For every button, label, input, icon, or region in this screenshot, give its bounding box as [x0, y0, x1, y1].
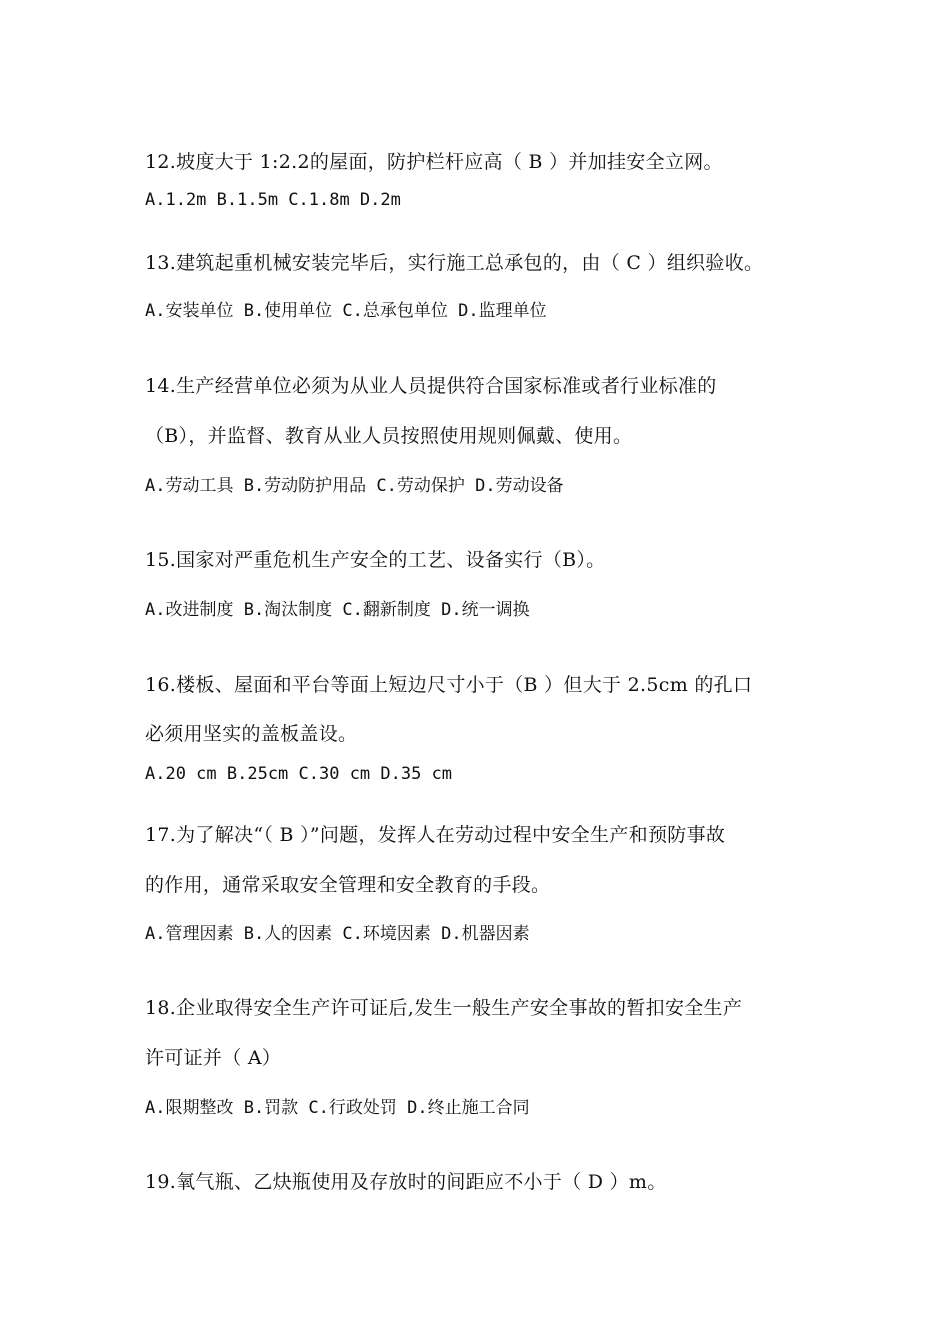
question-15-line-1: 15.国家对严重危机生产安全的工艺、设备实行（B）。: [145, 549, 606, 571]
question-13-options: A.安装单位 B.使用单位 C.总承包单位 D.监理单位: [145, 301, 547, 321]
question-14-options: A.劳动工具 B.劳动防护用品 C.劳动保护 D.劳动设备: [145, 476, 564, 496]
question-14-line-1: 14.生产经营单位必须为从业人员提供符合国家标准或者行业标准的: [145, 375, 717, 397]
question-12-line-1: 12.坡度大于 1:2.2的屋面，防护栏杆应高（ B ）并加挂安全立网。: [145, 151, 723, 173]
question-18-line-1: 18.企业取得安全生产许可证后,发生一般生产安全事故的暂扣安全生产: [145, 997, 743, 1019]
question-16-line-1: 16.楼板、屋面和平台等面上短边尺寸小于（B ）但大于 2.5cm 的孔口: [145, 674, 753, 696]
question-18-options: A.限期整改 B.罚款 C.行政处罚 D.终止施工合同: [145, 1098, 530, 1118]
question-18-line-2: 许可证并（ A）: [145, 1047, 282, 1069]
question-17-line-2: 的作用，通常采取安全管理和安全教育的手段。: [145, 874, 551, 896]
question-19-line-1: 19.氧气瓶、乙炔瓶使用及存放时的间距应不小于（ D ）m。: [145, 1171, 667, 1193]
question-16-options: A.20 cm B.25cm C.30 cm D.35 cm: [145, 764, 453, 784]
question-12-options: A.1.2m B.1.5m C.1.8m D.2m: [145, 190, 401, 210]
question-16-line-2: 必须用坚实的盖板盖设。: [145, 723, 358, 745]
question-17-line-1: 17.为了解决“（ B ）”问题，发挥人在劳动过程中安全生产和预防事故: [145, 824, 726, 846]
question-14-line-2: （B），并监督、教育从业人员按照使用规则佩戴、使用。: [145, 425, 633, 447]
question-17-options: A.管理因素 B.人的因素 C.环境因素 D.机器因素: [145, 924, 530, 944]
question-15-options: A.改进制度 B.淘汰制度 C.翻新制度 D.统一调换: [145, 600, 530, 620]
question-13-line-1: 13.建筑起重机械安装完毕后，实行施工总承包的，由（ C ）组织验收。: [145, 252, 764, 274]
